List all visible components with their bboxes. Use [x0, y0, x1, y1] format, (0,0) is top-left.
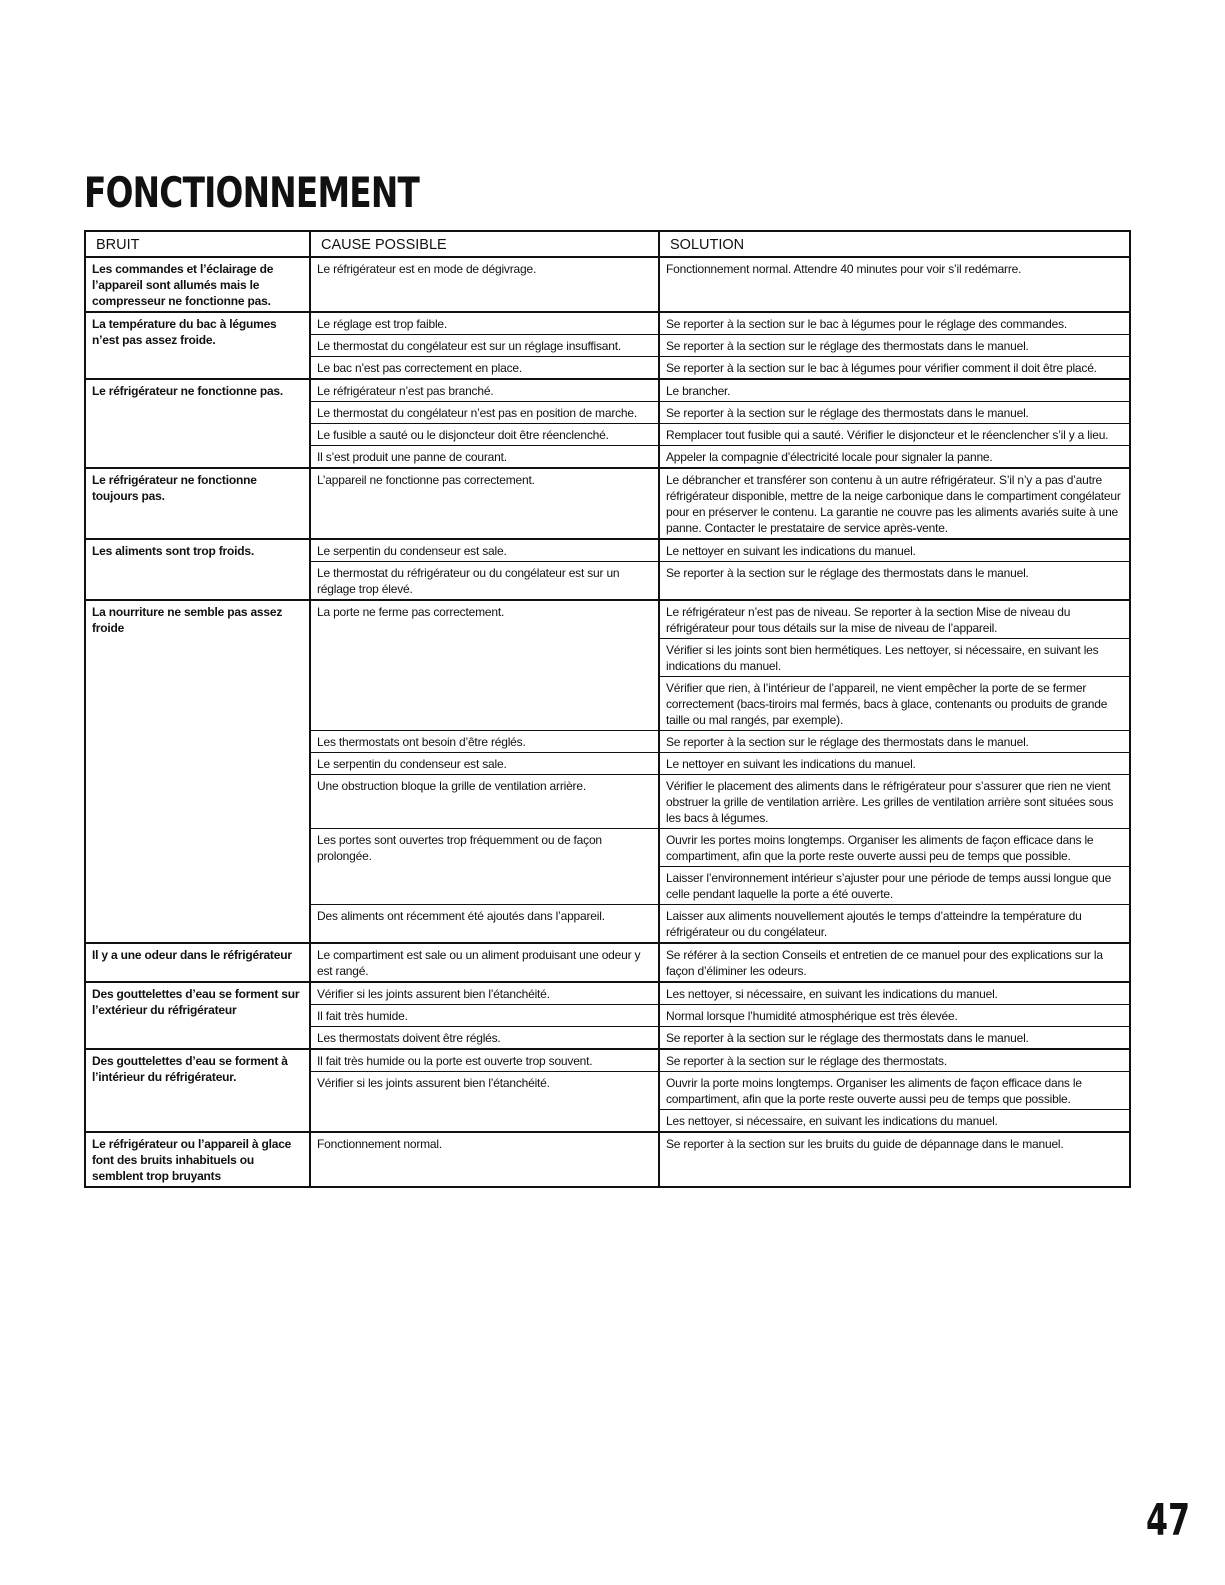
problem-cell: La nourriture ne semble pas assez froide — [85, 600, 310, 943]
table-row — [85, 257, 1130, 312]
solution-cell: Appeler la compagnie d’électricité locale pour signaler la panne. — [659, 446, 1130, 469]
solution-cell: Le débrancher et transférer son contenu à un autre réfrigérateur. S’il n’y a pas d’autre réfrigérateur disponible, mettre de la neige carbonique dans le compartiment congélateur pour en préserver le contenu. La garantie ne couvre pas les aliments avariés suite à une panne. Contacter le prestataire de service après-vente. — [659, 468, 1130, 539]
cause-cell: Vérifier si les joints assurent bien l’étanchéité. — [310, 982, 659, 1005]
solution-cell: Se référer à la section Conseils et entretien de ce manuel pour des explications sur la façon d’éliminer les odeurs. — [659, 943, 1130, 982]
cause-cell: L’appareil ne fonctionne pas correctement. — [310, 468, 659, 539]
solution-cell: Se reporter à la section sur les bruits du guide de dépannage dans le manuel. — [659, 1132, 1130, 1187]
solution-cell: Ouvrir la porte moins longtemps. Organiser les aliments de façon efficace dans le compartiment, afin que la porte reste ouverte aussi peu de temps que possible. — [659, 1072, 1130, 1110]
solution-cell: Vérifier que rien, à l’intérieur de l’appareil, ne vient empêcher la porte de se fermer correctement (bacs-tiroirs mal fermés, bacs à glace, contenants ou produits de grande taille ou mal rangés, par exemple). — [659, 677, 1130, 731]
solution-cell: Remplacer tout fusible qui a sauté. Vérifier le disjoncteur et le réenclencher s’il y a lieu. — [659, 424, 1130, 446]
header-solution: SOLUTION — [659, 231, 1130, 257]
solution-cell: Se reporter à la section sur le réglage des thermostats dans le manuel. — [659, 562, 1130, 601]
problem-cell: Des gouttelettes d’eau se forment à l’intérieur du réfrigérateur. — [85, 1049, 310, 1132]
problem-cell: La température du bac à légumes n’est pas assez froide. — [85, 312, 310, 379]
solution-cell: Normal lorsque l’humidité atmosphérique est très élevée. — [659, 1005, 1130, 1027]
table-row — [85, 539, 1130, 562]
cause-cell: Les portes sont ouvertes trop fréquemment ou de façon prolongée. — [310, 829, 659, 905]
cause-cell: Il fait très humide. — [310, 1005, 659, 1027]
cause-cell: Le réglage est trop faible. — [310, 312, 659, 335]
solution-cell: Vérifier le placement des aliments dans le réfrigérateur pour s’assurer que rien ne vient obstruer la grille de ventilation arrière. Les grilles de ventilation arrière sont situées sous les bacs à légumes. — [659, 775, 1130, 829]
solution-cell: Les nettoyer, si nécessaire, en suivant les indications du manuel. — [659, 982, 1130, 1005]
cause-cell: Le serpentin du condenseur est sale. — [310, 539, 659, 562]
cause-cell: Les thermostats ont besoin d’être réglés. — [310, 731, 659, 753]
troubleshooting-table — [84, 230, 1131, 1188]
solution-cell: Se reporter à la section sur le réglage des thermostats dans le manuel. — [659, 335, 1130, 357]
cause-cell: Le thermostat du congélateur n’est pas en position de marche. — [310, 402, 659, 424]
solution-cell: Se reporter à la section sur le réglage des thermostats. — [659, 1049, 1130, 1072]
solution-cell: Se reporter à la section sur le réglage des thermostats dans le manuel. — [659, 402, 1130, 424]
solution-cell: Le nettoyer en suivant les indications du manuel. — [659, 753, 1130, 775]
solution-cell: Laisser l’environnement intérieur s’ajuster pour une période de temps aussi longue que celle pendant laquelle la porte a été ouverte. — [659, 867, 1130, 905]
solution-cell: Le nettoyer en suivant les indications du manuel. — [659, 539, 1130, 562]
cause-cell: Le fusible a sauté ou le disjoncteur doit être réenclenché. — [310, 424, 659, 446]
solution-cell: Les nettoyer, si nécessaire, en suivant les indications du manuel. — [659, 1110, 1130, 1133]
table-row — [85, 982, 1130, 1005]
cause-cell: Une obstruction bloque la grille de ventilation arrière. — [310, 775, 659, 829]
table-row — [85, 468, 1130, 539]
cause-cell: Vérifier si les joints assurent bien l’étanchéité. — [310, 1072, 659, 1133]
page-number: 47 — [1146, 1495, 1191, 1546]
cause-cell: Il s’est produit une panne de courant. — [310, 446, 659, 469]
solution-cell: Vérifier si les joints sont bien hermétiques. Les nettoyer, si nécessaire, en suivant les indications du manuel. — [659, 639, 1130, 677]
problem-cell: Il y a une odeur dans le réfrigérateur — [85, 943, 310, 982]
solution-cell: Se reporter à la section sur le bac à légumes pour le réglage des commandes. — [659, 312, 1130, 335]
cause-cell: Le thermostat du congélateur est sur un réglage insuffisant. — [310, 335, 659, 357]
problem-cell: Les aliments sont trop froids. — [85, 539, 310, 600]
problem-cell: Le réfrigérateur ou l’appareil à glace font des bruits inhabituels ou semblent trop bruyants — [85, 1132, 310, 1187]
header-bruit: BRUIT — [85, 231, 310, 257]
cause-cell: Le thermostat du réfrigérateur ou du congélateur est sur un réglage trop élevé. — [310, 562, 659, 601]
table-row — [85, 1049, 1130, 1072]
table-row — [85, 379, 1130, 402]
table-row — [85, 600, 1130, 639]
table-header-row — [85, 231, 1130, 257]
cause-cell: Fonctionnement normal. — [310, 1132, 659, 1187]
solution-cell: Fonctionnement normal. Attendre 40 minutes pour voir s’il redémarre. — [659, 257, 1130, 312]
page-title: FONCTIONNEMENT — [84, 168, 420, 217]
cause-cell: Le bac n’est pas correctement en place. — [310, 357, 659, 380]
solution-cell: Se reporter à la section sur le réglage des thermostats dans le manuel. — [659, 1027, 1130, 1050]
table-body — [85, 257, 1130, 1187]
problem-cell: Le réfrigérateur ne fonctionne toujours pas. — [85, 468, 310, 539]
problem-cell: Les commandes et l’éclairage de l’appareil sont allumés mais le compresseur ne fonctionne pas. — [85, 257, 310, 312]
cause-cell: Le compartiment est sale ou un aliment produisant une odeur y est rangé. — [310, 943, 659, 982]
table-row — [85, 312, 1130, 335]
solution-cell: Laisser aux aliments nouvellement ajoutés le temps d’atteindre la température du réfrigérateur ou du congélateur. — [659, 905, 1130, 944]
solution-cell: Se reporter à la section sur le réglage des thermostats dans le manuel. — [659, 731, 1130, 753]
cause-cell: Les thermostats doivent être réglés. — [310, 1027, 659, 1050]
solution-cell: Le brancher. — [659, 379, 1130, 402]
cause-cell: Le réfrigérateur n’est pas branché. — [310, 379, 659, 402]
solution-cell: Le réfrigérateur n’est pas de niveau. Se reporter à la section Mise de niveau du réfrigérateur pour tous détails sur la mise de niveau de l’appareil. — [659, 600, 1130, 639]
problem-cell: Des gouttelettes d’eau se forment sur l’extérieur du réfrigérateur — [85, 982, 310, 1049]
problem-cell: Le réfrigérateur ne fonctionne pas. — [85, 379, 310, 468]
cause-cell: Il fait très humide ou la porte est ouverte trop souvent. — [310, 1049, 659, 1072]
table-row — [85, 943, 1130, 982]
cause-cell: La porte ne ferme pas correctement. — [310, 600, 659, 731]
cause-cell: Le réfrigérateur est en mode de dégivrage. — [310, 257, 659, 312]
header-cause: CAUSE POSSIBLE — [310, 231, 659, 257]
solution-cell: Ouvrir les portes moins longtemps. Organiser les aliments de façon efficace dans le compartiment, afin que la porte reste ouverte aussi peu de temps que possible. — [659, 829, 1130, 867]
table-row — [85, 1132, 1130, 1187]
cause-cell: Des aliments ont récemment été ajoutés dans l’appareil. — [310, 905, 659, 944]
cause-cell: Le serpentin du condenseur est sale. — [310, 753, 659, 775]
solution-cell: Se reporter à la section sur le bac à légumes pour vérifier comment il doit être placé. — [659, 357, 1130, 380]
